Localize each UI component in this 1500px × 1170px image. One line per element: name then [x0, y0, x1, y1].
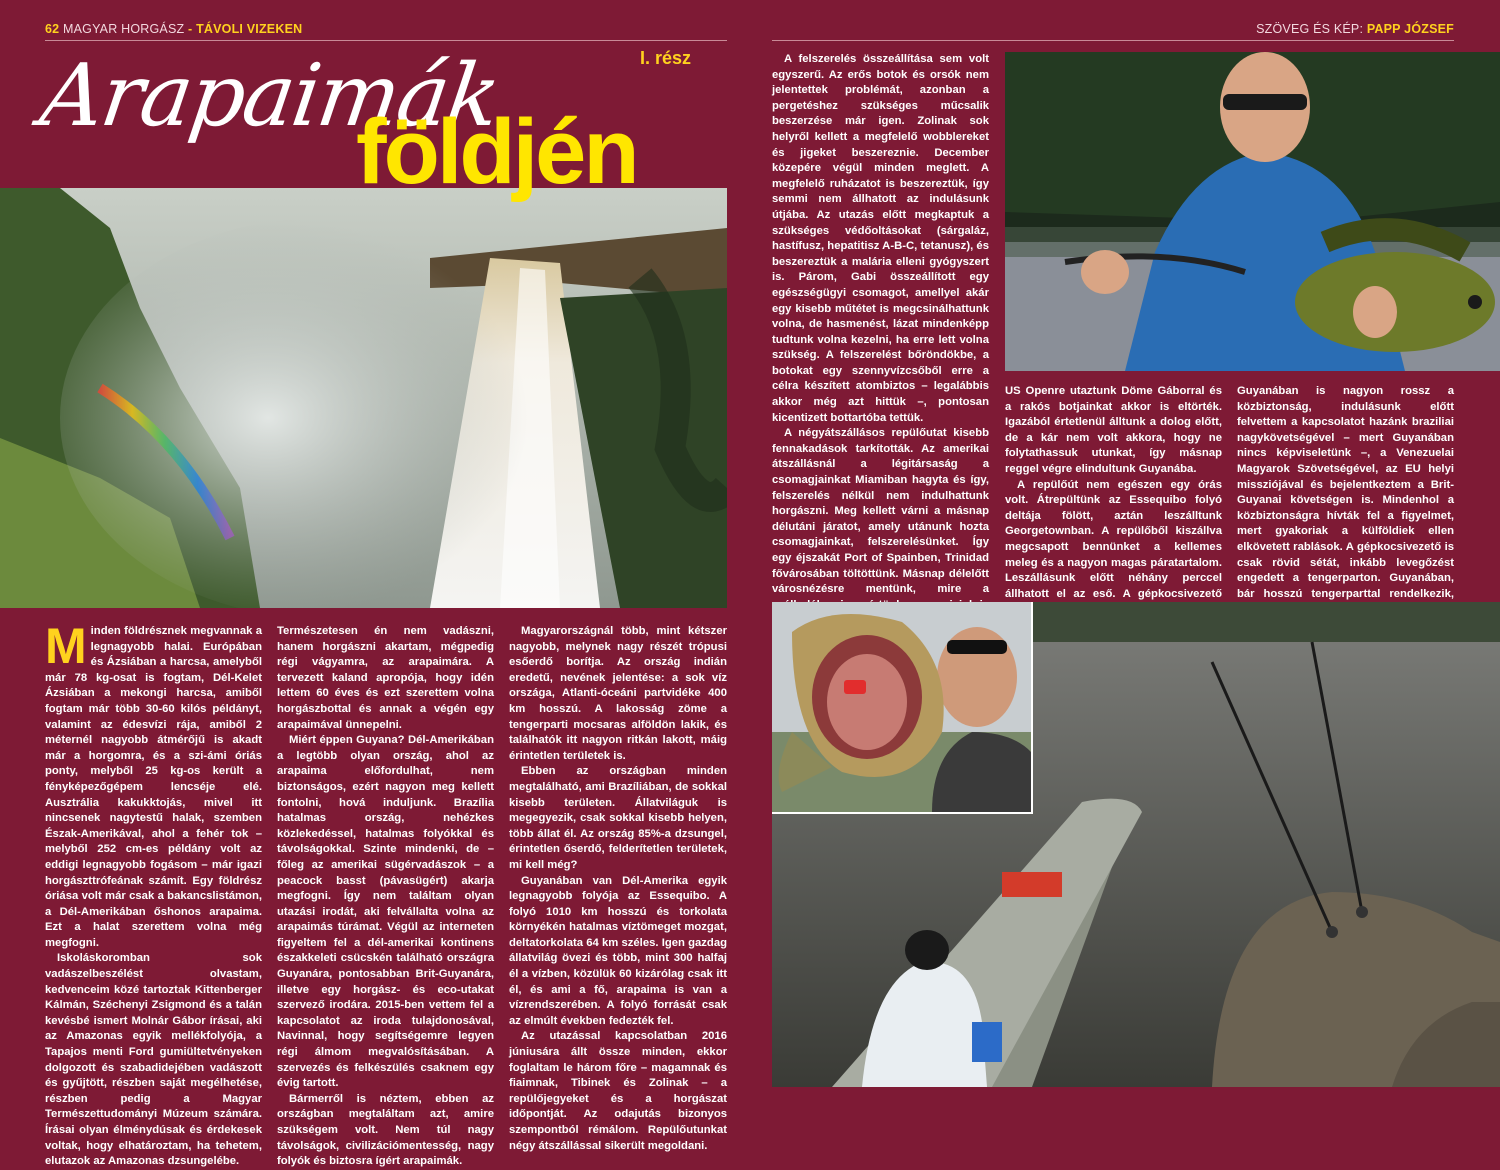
paragraph: Miért éppen Guyana? Dél-Amerikában a legtöbb olyan ország, ahol az arapaima előfordulhat, nem biztonságos, ezért nagyon meg kellett fontolni, hová induljunk. Brazília hatalmas ország, nehézkes közlekedéssel, hatalmas folyókkal és távolságokkal. Szinte mindenki, de – főleg az amerikai sügérvadászok – a peacock basst (pávasügért) akarja megfogni. Így nem találtam olyan utazási irodát, aki felvállalta volna az arapaimás túrámat. Végül az interneten figyeltem fel a dél-amerikai kontinens északkeleti csücskén található országra Guyanára, pontosabban Brit-Guyanára, illetve egy horgász- és eco-utakat szervező irodára. 2015-ben vettem fel a kapcsolatot az iroda tulajdonosával, Navinnal, hogy segítségemre legyen régi álmom megvalósításában. A szervezés és felkészülés csaknem egy évig tartott. [277, 734, 494, 1090]
header-separator: - [184, 22, 197, 36]
fish-mouth-illustration [772, 602, 1031, 812]
paragraph: A repülőút nem egészen egy órás volt. Átrepültünk az Essequibo folyó deltája fölött, aztán leszálltunk Georgetownban. A repülőből kiszállva megcsapott bennünket a kellemes meleg és a nagyon magas páratartalom. Leszállásunk előtt néhány perccel állhatott el az eső. A gépkocsivezető [1005, 478, 1222, 600]
author-name: PAPP JÓZSEF [1366, 22, 1454, 36]
magazine-name: MAGYAR HORGÁSZ [63, 22, 185, 36]
paragraph: Ebben az országban minden megtalálható, ami Brazíliában, de sokkal kisebb területen. Állatviláguk is megegyezik, csak sokkal kisebb helyen, több állat él. Az ország 85%-a dzsungel, érintetlen őserdő, felderítetlen területek, mi kell még? [509, 765, 727, 871]
paragraph: A felszerelés összeállítása sem volt egyszerű. Az erős botok és orsók nem jelentettek problémát, azonban a pergetéshez szükséges műcsalik beszerzése már igen. Zolinak sok helyről kellett a megfelelő wobblereket és jigeket beszereznie. December közepére végül minden meglett. A megfelelő ruházatot is beszereztük, így semmi nem állhatott az indulásunk útjába. Az utazás előtt megkaptuk a szükséges védőoltásokat (sárgaláz, hastífusz, hepatitisz A-B-C, tetanusz), és beszereztük a malária elleni gyógyszert is. Párom, Gabi összeállított egy egészségügyi csomagot, amellyel akár egy kisebb műtétet is megcsinálhattunk volna, de hasmenést, lázat mindenképp tudtunk volna kezelni, ha erre lett volna szükség. A felszerelést bőröndökbe, a botokat egy szennyvízcsőből erre a célra készített atombiztos – legalábbis akkor még azt hittük –, pontosan kicentizett bottartóba tettük. [772, 53, 989, 424]
fisherman-illustration [1005, 52, 1500, 371]
paragraph-text: inden földrésznek megvannak a legnagyobb halai. Európában és Ázsiában a harcsa, amelyből már 78 kg-osat is fogtam, Dél-Kelet Ázsiában a mekongi harcsa, amiből fogtam már több 30-60 kilós példányt, valamint az édesvízi rája, amiből 2 méternél nagyobb átmérőjű is akadt már a horgomra, és a szi-ámi óriás ponty, melyből 25 kg-os került a fényképezőgépem lencséje elé. Ausztrália kakukktojás, mivel itt nincsenek nagytestű halak, szemben Észak-Amerikával, ahol a fehér tok – melyből 252 cm-es példány volt az eddigi legnagyobb fogásom – már igazi horgászttrófeának számít. Egy földrész óriása volt már csak a bakancslistámon, a Dél-Amerikában őshonos arapaima. Ezt a halat szerettem volna még megfogni. [45, 625, 262, 949]
paragraph: Bármerről is néztem, ebben az országban megtaláltam azt, amire szükségem volt. Nem túl nagy távolságok, civilizációmentesség, nagy folyók és biztosra ígért arapaimák. [277, 1092, 494, 1168]
waterfall-photo [0, 188, 727, 608]
title-part2: földjén [356, 101, 637, 203]
text-column-3 [509, 624, 727, 1154]
credit-label: SZÖVEG ÉS KÉP: [1256, 22, 1364, 36]
paragraph [45, 618, 262, 951]
running-header-left [45, 22, 302, 36]
text-column-1 [45, 618, 262, 1170]
header-rule-right [772, 40, 1454, 41]
paragraph: Guyanában is nagyon rossz a közbiztonság, indulásunk előtt felvettem a kapcsolatot hazánk braziliai nagykövetségével – mert Guyanában nincs képviseletünk –, a Venezuelai Magyarok Szövetségével, az EU helyi missziójával és bejelentkeztem a Brit-Guyanai követségen is. Mindenhol a közbiztonságra hívták fel a figyelmet, mert gyakoriak a külföldiek ellen elkövetett rablások. A gépkocsivezető is csak rövid sétát, inkább levegőzést engedett a tengerparton. Guyanában, bár hosszú tengerparttal rendelkezik, [1237, 385, 1454, 600]
page-number: 62 [45, 22, 60, 36]
drop-cap: M [45, 618, 87, 674]
paragraph: Az utazással kapcsolatban 2016 júniusára állt össze minden, ekkor foglaltam le három főre – magamnak és fiaimnak, Tibinek és Zolinak – a repülőjegyeket és a horgászat időpontját. Az odajutás bizonyos szempontból rémálom. Repülőutunkat négy átszállással sikerült megoldani. [509, 1030, 727, 1152]
peacock-bass-photo [1005, 52, 1500, 371]
paragraph: Magyarországnál több, mint kétszer nagyobb, melynek nagy részét trópusi esőerdő borítja. Az ország indián eredetű, nevének jelentése: a sok víz országa, Atlanti-óceáni partvidéke 400 km hosszú. A lakosság zöme a tengerparti mocsaras alföldön lakik, és találhatók itt nagyon ritkán lakott, máig érintetlen területek is. [509, 625, 727, 762]
paragraph: US Openre utaztunk Döme Gáborral és a rakós botjainkat akkor is eltörték. Igazából értetlenül álltunk a dolog előtt, de a kár nem volt akkora, hogy ne folytathassuk utunkat, így másnap reggel végre elindultunk Guyanába. [1005, 385, 1222, 475]
paragraph: A négyátszállásos repülőutat kisebb fennakadások tarkították. Az amerikai átszállásnál a légitársaság a csomagjainkat Miamiban hagyta és így, felszerelés nélkül nem indulhattunk horgászni. Meg kellett várni a másnap délutáni járatot, amely utánunk hozta csomagjainkat, felszerelésünket. Így egy éjszakát Port of Spainben, Trinidad fővárosában töltöttünk. Másnap délelőtt városnézésre mentünk, mire a [772, 427, 989, 596]
fish-mouth-photo [772, 602, 1033, 814]
paragraph: Guyanában van Dél-Amerika egyik legnagyobb folyója az Essequibo. A folyó 1010 km hosszú és torkolata környékén hatalmas víztömeget mozgat, deltatorkolata 64 km széles. Igen gazdag állatvilág övezi és több, mint 300 halfaj él a vízben, közülük 60 kizárólag csak itt él, és ami a fő, arapaima is van a vízrendszerében. A folyó forrását csak az elmúlt években fedezték fel. [509, 874, 727, 1027]
section-name: TÁVOLI VIZEKEN [196, 22, 303, 36]
running-header-right [1256, 22, 1454, 36]
text-column-2 [277, 624, 494, 1170]
title-part1: Arapaimák [34, 46, 505, 146]
paragraph: Természetesen én nem vadászni, hanem horgászni akartam, mégpedig régi vágyamra, az arapaimára. A tervezett kaland apropója, hogy idén lettem 60 éves és ezt szerettem volna horgászbottal és annak a végén egy arapaimával ünnepelni. [277, 625, 494, 731]
waterfall-illustration [0, 188, 727, 608]
paragraph: Iskoláskoromban sok vadászelbeszélést olvastam, kedvenceim közé tartoztak Kittenberger Kálmán, Széchenyi Zsigmond és a talán kevésbé ismert Molnár Gábor írásai, aki az Amazonas egyik mellékfolyója, a Tapajos menti Ford gumiültetvényeken dolgozott és szabadidejében vadászott és gyűjtött, részben saját megélhetése, részben pedig a Magyar Természettudományi Múzeum számára. Írásai olyan élménydúsak és érdekesek voltak, hogy elhatároztam, ha tehetem, elutazok az Amazonas dzsungelébe. [45, 952, 262, 1168]
part-label: I. rész [640, 48, 692, 68]
header-rule-left [45, 40, 727, 41]
